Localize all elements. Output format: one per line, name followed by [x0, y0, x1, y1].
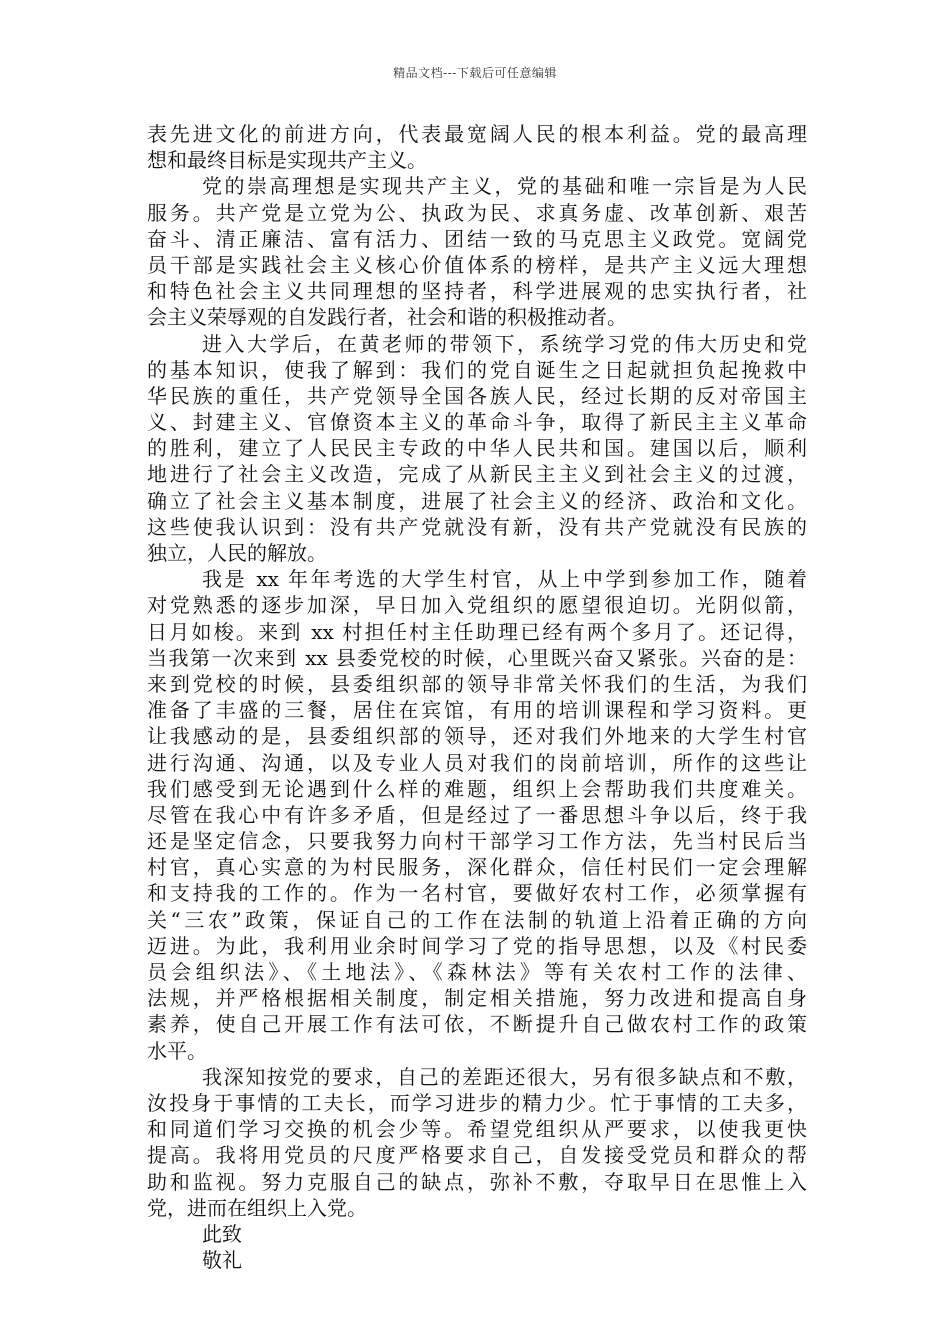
- text-line: 确立了社会主义基本制度，进展了社会主义的经济、政治和文化。: [147, 488, 807, 513]
- text-line: 独立，人民的解放。: [147, 541, 327, 565]
- text-line: 当我第一次来到 xx 县委党校的时候，心里既兴奋又紧张。兴奋的是：: [147, 645, 807, 670]
- text-line: 提高。我将用党员的尺度严格要求自己，自发接受党员和群众的帮: [147, 1143, 807, 1168]
- paragraph: [147, 331, 807, 567]
- text-line: 的胜利，建立了人民民主专政的中华人民共和国。建国以后，顺利: [147, 436, 807, 461]
- text-line: 奋斗、清正廉洁、富有活力、团结一致的马克思主义政党。宽阔党: [147, 226, 807, 251]
- text-line: 员会组织法》、《土地法》、《森林法》等有关农村工作的法律、: [147, 960, 807, 984]
- paragraph: [147, 1247, 807, 1273]
- text-line: 来到党校的时候，县委组织部的领导非常关怀我们的生活，为我们: [147, 671, 807, 696]
- text-line: 这些使我认识到：没有共产党就没有新，没有共产党就没有民族的: [147, 514, 807, 539]
- text-line: 准备了丰盛的三餐，居住在宾馆，有用的培训课程和学习资料。更: [147, 698, 807, 723]
- text-line: 和特色社会主义共同理想的坚持者，科学进展观的忠实执行者，社: [147, 279, 807, 304]
- text-line: 法规，并严格根据相关制度，制定相关措施，努力改进和提高自身: [147, 986, 807, 1011]
- paragraph: [147, 173, 807, 330]
- text-line: 进入大学后，在黄老师的带领下，系统学习党的伟大历史和党: [202, 331, 807, 356]
- text-line: 服务。共产党是立党为公、执政为民、求真务虚、改革创新、艰苦: [147, 200, 807, 225]
- text-line: 和同道们学习交换的机会少等。希望党组织从严要求，以使我更快: [147, 1117, 807, 1142]
- text-line: 水平。: [147, 1038, 207, 1063]
- text-line: 员干部是实践社会主义核心价值体系的榜样，是共产主义远大理想: [147, 252, 807, 277]
- page-header: 精品文档---下载后可任意编辑: [393, 66, 557, 80]
- text-line: 让我感动的是，县委组织部的领导，还对我们外地来的大学生村官: [147, 724, 807, 749]
- text-line: 和支持我的工作的。作为一名村官，要做好农村工作，必须掌握有: [147, 881, 807, 906]
- paragraph: [147, 1221, 807, 1247]
- text-line: 会主义荣辱观的自发践行者，社会和谐的积极推动者。: [147, 305, 627, 330]
- text-line: 汝投身于事情的工夫长，而学习进步的精力少。忙于事情的工夫多，: [147, 1090, 807, 1115]
- text-line: 地进行了社会主义改造，完成了从新民主主义到社会主义的过渡，: [147, 462, 807, 487]
- text-line: 此致: [202, 1221, 242, 1246]
- text-line: 想和最终目标是实现共产主义。: [147, 148, 427, 173]
- paragraph: [147, 566, 807, 1064]
- text-line: 助和监视。努力克服自己的缺点，弥补不敷，夺取早日在思惟上入: [147, 1169, 807, 1194]
- text-line: 我深知按党的要求，自己的差距还很大，另有很多缺点和不敷，: [202, 1064, 807, 1089]
- text-line: 迈进。为此，我利用业余时间学习了党的指导思想，以及《村民委: [147, 933, 807, 958]
- paragraph: [147, 121, 807, 173]
- text-line: 华民族的重任，共产党领导全国各族人民，经过长期的反对帝国主: [147, 383, 807, 408]
- text-line: 敬礼: [202, 1248, 242, 1273]
- text-line: 关“三农”政策，保证自己的工作在法制的轨道上沿着正确的方向: [147, 907, 807, 932]
- text-line: 党，进而在组织上入党。: [147, 1195, 367, 1220]
- paragraph: [147, 1064, 807, 1221]
- text-line: 我们感受到无论遇到什么样的难题，组织上会帮助我们共度难关。: [147, 776, 807, 801]
- document-body: [147, 121, 807, 1273]
- text-line: 素养，使自己开展工作有法可依，不断提升自己做农村工作的政策: [147, 1012, 807, 1037]
- text-line: 村官，真心实意的为村民服务，深化群众，信任村民们一定会理解: [147, 855, 807, 880]
- text-line: 尽管在我心中有许多矛盾，但是经过了一番思想斗争以后，终于我: [147, 802, 807, 827]
- text-line: 党的崇高理想是实现共产主义，党的基础和唯一宗旨是为人民: [202, 174, 807, 199]
- text-line: 表先进文化的前进方向，代表最宽阔人民的根本利益。党的最高理: [147, 122, 807, 146]
- text-line: 进行沟通、沟通，以及专业人员对我们的岗前培训，所作的这些让: [147, 750, 807, 775]
- text-line: 的基本知识，使我了解到：我们的党自诞生之日起就担负起挽救中: [147, 357, 807, 382]
- text-line: 还是坚定信念，只要我努力向村干部学习工作方法，先当村民后当: [147, 829, 807, 854]
- text-line: 对党熟悉的逐步加深，早日加入党组织的愿望很迫切。光阴似箭，: [147, 593, 807, 618]
- text-line: 义、封建主义、官僚资本主义的革命斗争，取得了新民主主义革命: [147, 410, 807, 435]
- text-line: 日月如梭。来到 xx 村担任村主任助理已经有两个多月了。还记得，: [147, 619, 807, 644]
- text-line: 我是 xx 年年考选的大学生村官，从上中学到参加工作，随着: [202, 567, 807, 592]
